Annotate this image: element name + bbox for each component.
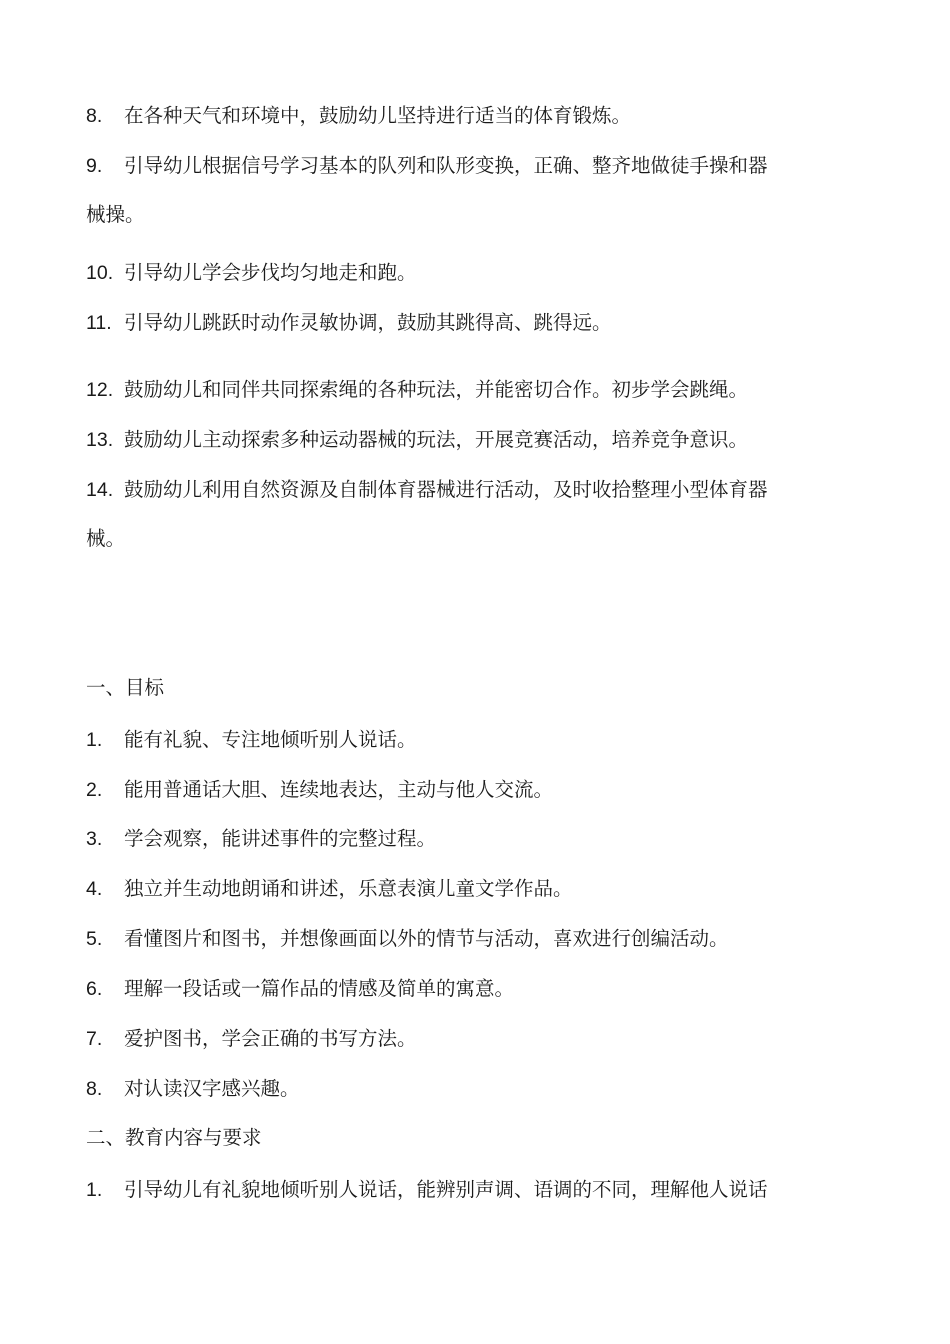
item-text: 看懂图片和图书，并想像画面以外的情节与活动，喜欢进行创编活动。: [124, 927, 729, 950]
section-heading-goals: 一、目标: [86, 676, 165, 699]
item-text: 引导幼儿根据信号学习基本的队列和队形变换，正确、整齐地做徒手操和器: [124, 154, 768, 177]
item-number: 4.: [86, 878, 103, 900]
item-number: 2.: [86, 779, 103, 801]
item-text: 能用普通话大胆、连续地表达，主动与他人交流。: [124, 778, 554, 801]
item-text: 学会观察，能讲述事件的完整过程。: [124, 827, 437, 850]
item-number: 6.: [86, 978, 103, 1000]
item-number: 8.: [86, 105, 103, 127]
item-text: 鼓励幼儿和同伴共同探索绳的各种玩法，并能密切合作。初步学会跳绳。: [124, 378, 749, 401]
item-text-continuation: 械。: [86, 527, 126, 550]
item-number: 10.: [86, 262, 114, 284]
item-number: 13.: [86, 429, 114, 451]
item-number: 8.: [86, 1078, 103, 1100]
list-item: [86, 477, 866, 503]
item-text: 引导幼儿学会步伐均匀地走和跑。: [124, 261, 417, 284]
list-item: [86, 826, 866, 852]
item-number: 9.: [86, 155, 103, 177]
list-item: [86, 976, 866, 1002]
section-heading-content: 二、教育内容与要求: [86, 1126, 262, 1149]
item-text: 在各种天气和环境中，鼓励幼儿坚持进行适当的体育锻炼。: [124, 104, 632, 127]
item-text: 独立并生动地朗诵和讲述，乐意表演儿童文学作品。: [124, 877, 573, 900]
item-number: 5.: [86, 928, 103, 950]
item-number: 3.: [86, 828, 103, 850]
list-item: [86, 103, 866, 129]
list-item: [86, 1076, 866, 1102]
list-item: [86, 427, 866, 453]
item-number: 1.: [86, 1179, 103, 1201]
list-item: [86, 777, 866, 803]
list-item: [86, 926, 866, 952]
item-number: 1.: [86, 729, 103, 751]
item-text: 鼓励幼儿主动探索多种运动器械的玩法，开展竞赛活动，培养竞争意识。: [124, 428, 749, 451]
list-item: [86, 1177, 866, 1203]
list-item: [86, 260, 866, 286]
item-text: 对认读汉字感兴趣。: [124, 1077, 300, 1100]
item-text: 爱护图书，学会正确的书写方法。: [124, 1027, 417, 1050]
list-item: [86, 377, 866, 403]
item-number: 14.: [86, 479, 114, 501]
item-text: 能有礼貌、专注地倾听别人说话。: [124, 728, 417, 751]
item-text: 理解一段话或一篇作品的情感及简单的寓意。: [124, 977, 515, 1000]
list-item: [86, 876, 866, 902]
item-text: 鼓励幼儿利用自然资源及自制体育器械进行活动，及时收拾整理小型体育器: [124, 478, 768, 501]
item-text: 引导幼儿跳跃时动作灵敏协调，鼓励其跳得高、跳得远。: [124, 311, 612, 334]
item-text: 引导幼儿有礼貌地倾听别人说话，能辨别声调、语调的不同，理解他人说话: [124, 1178, 768, 1201]
item-text-continuation: 械操。: [86, 203, 145, 226]
list-item: [86, 1026, 866, 1052]
list-item: [86, 310, 866, 336]
item-number: 11.: [86, 312, 112, 334]
list-item: [86, 727, 866, 753]
item-number: 7.: [86, 1028, 103, 1050]
item-number: 12.: [86, 379, 114, 401]
list-item: [86, 153, 866, 179]
